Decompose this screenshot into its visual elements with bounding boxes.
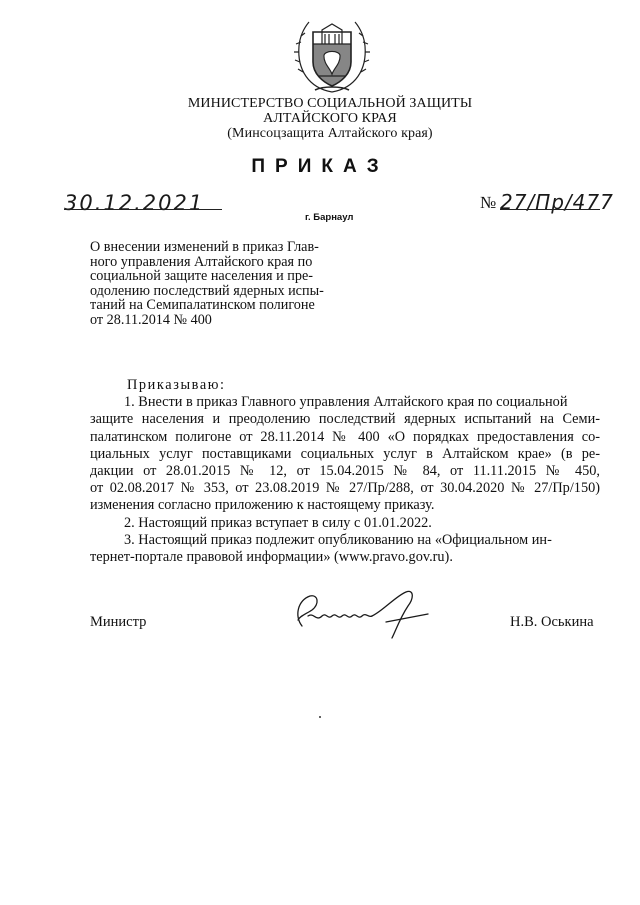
body-line: циальных услуг поставщиками социальных услуг в Алтайском крае» (в ре-: [90, 445, 600, 462]
order-body: [90, 377, 600, 566]
ministry-header: [150, 96, 510, 141]
body-line: 2. Настоящий приказ вступает в силу с 01.01.2022.: [124, 514, 432, 531]
page-mark: [319, 716, 321, 718]
signer-position: Министр: [90, 614, 147, 630]
order-intro: Приказываю:: [127, 377, 226, 393]
number-underline: [500, 209, 600, 210]
signer-name: Н.В. Оськина: [510, 614, 594, 630]
body-line: 1. Внести в приказ Главного управления Алтайского края по социальной: [124, 394, 568, 411]
ministry-short-name: (Минсоцзащита Алтайского края): [227, 126, 433, 141]
subject-line: таний на Семипалатинском полигоне: [90, 297, 315, 314]
subject-line: одолению последствий ядерных испы-: [90, 282, 324, 299]
city-label: г. Барнаул: [305, 212, 354, 223]
subject-line: от 28.11.2014 № 400: [90, 311, 212, 328]
ministry-name-line2: АЛТАЙСКОГО КРАЯ: [263, 111, 397, 126]
order-subject: [90, 240, 352, 328]
order-number: 27/Пр/477: [500, 190, 614, 214]
date-underline: [64, 209, 222, 210]
ministry-name-line1: МИНИСТЕРСТВО СОЦИАЛЬНОЙ ЗАЩИТЫ: [187, 96, 473, 111]
body-line: изменения согласно приложению к настоящему приказу.: [90, 497, 435, 514]
body-line: защите населения и преодолению последствий ядерных испытаний на Семи-: [90, 411, 600, 428]
body-line: от 02.08.2017 № 353, от 23.08.2019 № 27/Пр/288, от 30.04.2020 № 27/Пр/150): [90, 480, 600, 497]
handwritten-signature: [288, 586, 436, 642]
body-line: дакции от 28.01.2015 № 12, от 15.04.2015 № 84, от 11.11.2015 № 450,: [90, 463, 600, 480]
body-line: палатинском полигоне от 28.11.2014 № 400 «О порядках предоставления со-: [90, 428, 600, 445]
body-line: тернет-портале правовой информации» (www.pravo.gov.ru).: [90, 549, 453, 566]
subject-line: социальной защите населения и пре-: [90, 268, 313, 285]
document-type-title: ПРИКАЗ: [251, 156, 389, 177]
coat-of-arms-icon: [289, 12, 375, 98]
subject-line: ного управления Алтайского края по: [90, 253, 313, 270]
subject-line: О внесении изменений в приказ Глав-: [90, 239, 319, 255]
body-line: 3. Настоящий приказ подлежит опубликованию на «Официальном ин-: [124, 531, 552, 548]
number-sign: №: [480, 193, 497, 212]
order-date: 30.12.2021: [64, 191, 205, 215]
